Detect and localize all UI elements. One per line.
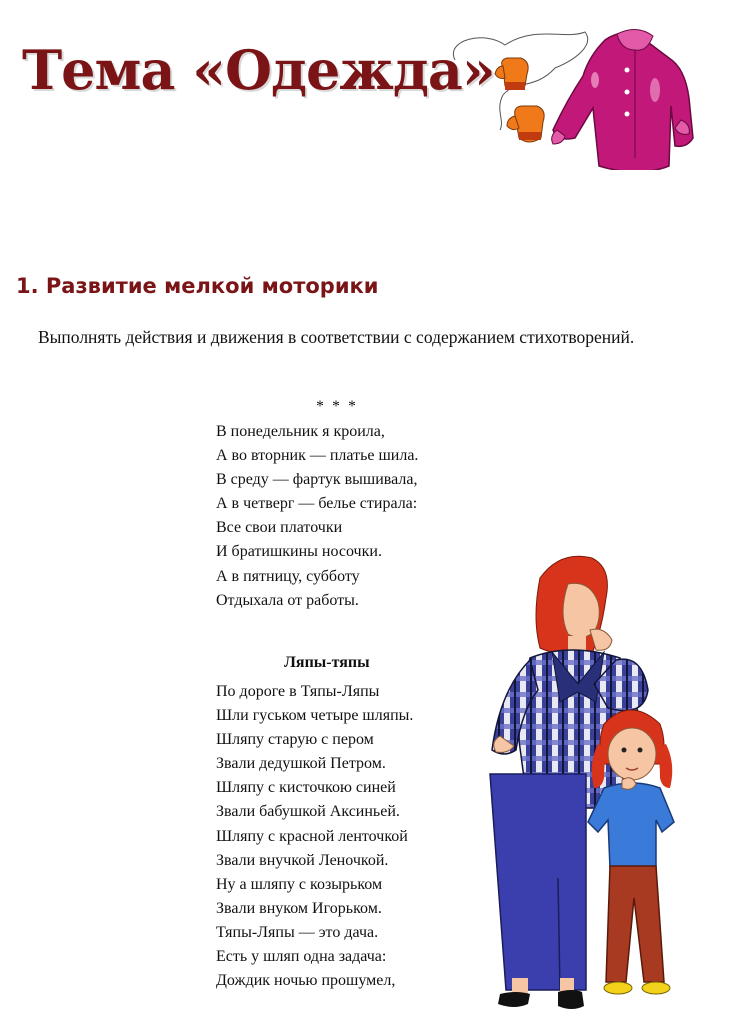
mitten-top: [495, 58, 528, 90]
poem-line: А в пятницу, субботу: [216, 567, 360, 585]
poem-line: Шляпу старую с пером: [216, 731, 374, 749]
daughter-figure: [588, 710, 674, 994]
poem-line: Звали дедушкой Петром.: [216, 755, 386, 773]
poem-line: В среду — фартук вышивала,: [216, 471, 418, 489]
poem-2: [216, 680, 413, 993]
poem-line: Шли гуськом четыре шляпы.: [216, 707, 414, 725]
pink-coat: [552, 29, 693, 170]
section-heading: 1. Развитие мелкой моторики: [16, 274, 379, 298]
poem-line: А во вторник — платье шила.: [216, 447, 419, 465]
poem-1: [216, 420, 418, 613]
poem-line: Тяпы-Ляпы — это дача.: [216, 923, 379, 941]
poem-line: Шляпу с кисточкою синей: [216, 779, 396, 797]
poem-line: А в четверг — белье стирала:: [216, 495, 418, 513]
poem-line: Ну а шляпу с козырьком: [216, 875, 383, 893]
poem-line: Дождик ночью прошумел,: [216, 972, 396, 990]
poem-2-title: Ляпы-тяпы: [284, 654, 370, 671]
page-title: Тема «Одежда»: [22, 38, 495, 102]
poem-line: Звали бабушкой Аксиньей.: [216, 803, 400, 821]
poem-line: Звали внуком Игорьком.: [216, 899, 382, 917]
poem-line: В понедельник я кроила,: [216, 423, 385, 440]
poem-line: И братишкины носочки.: [216, 543, 382, 561]
poem-line: Все свои платочки: [216, 519, 343, 537]
poem-line: Звали внучкой Леночкой.: [216, 851, 389, 869]
poem-1-title: * * *: [316, 398, 358, 415]
mitten-bottom: [507, 106, 544, 142]
intro-paragraph: Выполнять действия и движения в соответствии с содержанием стихотворений.: [38, 327, 635, 347]
poem-line: Шляпу с красной ленточкой: [216, 827, 408, 845]
coat-mittens-illustration: [445, 20, 695, 170]
poem-line: Отдыхала от работы.: [216, 591, 359, 609]
poem-line: Есть у шляп одна задача:: [216, 948, 387, 966]
mother-daughter-illustration: [440, 548, 740, 1016]
poem-line: По дороге в Тяпы-Ляпы: [216, 683, 380, 700]
